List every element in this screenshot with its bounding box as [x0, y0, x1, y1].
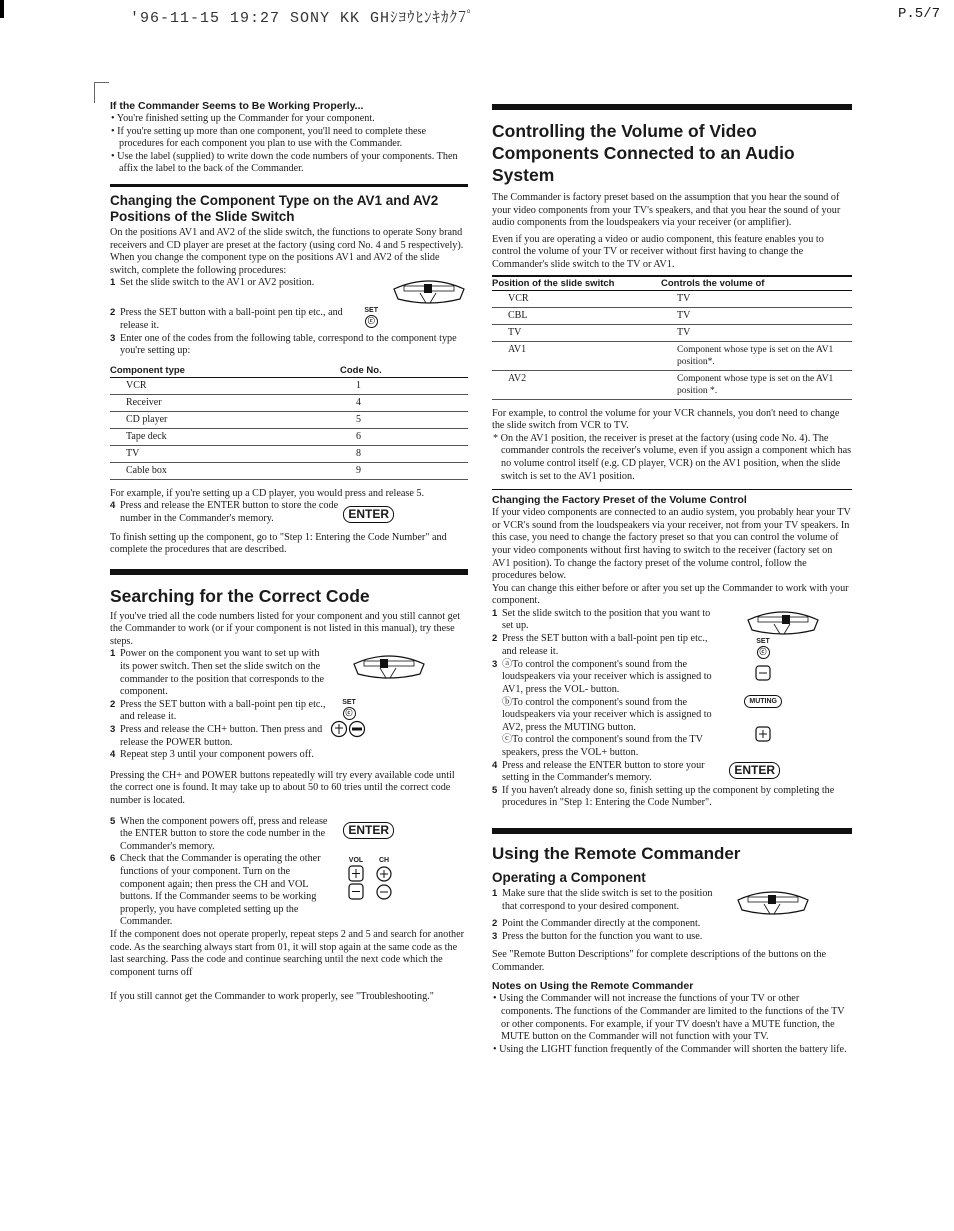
corner-bracket — [94, 82, 109, 103]
enter-button-icon: ENTER — [343, 506, 394, 523]
section-rule — [110, 569, 468, 575]
col-slide-position: Position of the slide switch — [492, 276, 661, 291]
component-code-table — [110, 364, 468, 480]
changing-step-3: 3 Enter one of the codes from the following table, correspond to the component type you're setting up: — [110, 332, 457, 357]
factory-p2: You can change this either before or after you set up the Commander to work with your component. — [492, 582, 849, 607]
changing-step-2: 2 Press the SET button with a ball-point pen tip etc., and release it. — [110, 307, 343, 331]
using-title: Using the Remote Commander — [492, 844, 741, 863]
slide-switch-icon — [744, 608, 822, 638]
table-row: Tape deck 6 — [110, 428, 468, 445]
table-row: TV TV — [492, 324, 852, 341]
vol-button-icon: VOL — [348, 857, 364, 901]
factory-step-3a: ⓐTo control the component's sound from the loudspeakers via your receiver which is assigned to AV1, press the VOL- button. — [502, 658, 712, 696]
page-number: P.5/7 — [897, 6, 940, 22]
searching-step-6: 6 Check that the Commander is operating the other functions of your component. Turn on the component again; then press the CH and VOL buttons. If the Commander seems to be working properly, you have completed setting up the Commander. — [110, 853, 321, 928]
col-code-no: Code No. — [340, 364, 468, 378]
scan-edge-mark — [0, 0, 4, 18]
set-button-icon: SET ⓒ — [364, 307, 378, 328]
volume-note: * On the AV1 position, the receiver is preset at the factory (using code No. 4). The commander controls the receiver's volume, even if you assign a component which has no volume control itself (e.g. CD player, VCR) on the AV1 position, when the slide switch is set to the AV1 position. — [493, 432, 852, 482]
factory-step-3b: ⓑTo control the component's sound from the loudspeakers via your receiver which is assigned to AV2, press the MUTING button. — [502, 696, 712, 733]
using-step-2: 2 Point the Commander directly at the component. — [492, 918, 701, 929]
changing-finish: To finish setting up the component, go to "Step 1: Entering the Code Number" and complete the procedures that are described. — [110, 531, 447, 556]
volume-p2: Even if you are operating a video or audio component, this feature enables you to control the volume of your TV or receiver without first having to change the Commander's slide switch to the TV or AV1. — [492, 233, 824, 270]
searching-step-1: 1 Power on the component you want to set up with its power switch. Then set the slide switch on the commander to the position that corresponds to the component. — [110, 648, 324, 698]
vol-minus-button-icon — [755, 665, 771, 681]
slide-switch-icon — [390, 277, 468, 307]
table-row: Cable box 9 — [110, 462, 468, 479]
using-step-3: 3 Press the button for the function you want to use. — [492, 930, 703, 942]
vol-plus-button-icon — [755, 722, 771, 744]
changing-p2: When you change the component type on the positions AV1 and AV2 of the slide switch, complete the following procedures: — [110, 252, 440, 276]
col-component-type: Component type — [110, 364, 340, 378]
factory-p1: If your video components are connected to an audio system, you probably hear your TV or VCR's sound from the loudspeakers via your receiver, not from your TV speakers. In this case, you need to change the factory preset so that you can control the volume of your video components without first having to switch to the receiver (factory set on AV1 position). To change the factory preset of the volume control, follow the procedures below. — [492, 507, 851, 582]
set-button-icon: SET ⓒ — [756, 638, 770, 659]
factory-step-5: 5 If you haven't already done so, finish setting up the component by completing the procedures in "Step 1: Entering the Code Number". — [492, 784, 835, 809]
factory-step-4: 4 Press and release the ENTER button to store your setting in the Commander's memory. — [492, 759, 705, 784]
changing-example: For example, if you're setting up a CD player, you would press and release 5. — [110, 487, 425, 499]
section-rule — [492, 489, 852, 490]
muting-button-icon: MUTING — [744, 695, 782, 708]
table-row: CBL TV — [492, 307, 852, 324]
changing-p1: On the positions AV1 and AV2 of the slide switch, the functions to operate Sony brand receivers and CD player are preset at the factory (using cord No. 4 and 5 respectively). — [110, 226, 464, 251]
col-controls-volume: Controls the volume of — [661, 276, 852, 291]
trouble-title: If the Commander Seems to Be Working Properly... — [110, 100, 364, 112]
left-column — [110, 100, 468, 1004]
changing-step-4: 4 Press and release the ENTER button to store the code number in the Commander's memory. — [110, 500, 339, 524]
factory-step-3c: ⓒTo control the component's sound from the TV speakers, press the VOL+ button. — [502, 734, 703, 759]
factory-step-3: 3 ⓐTo control the component's sound from the loudspeakers via your receiver which is assigned to AV1, press the VOL- button. ⓑTo control the component's sound from the loudspeakers via your receiver which is assigned to AV2, press the MUTING button. ⓒTo control the component's sound from the TV speakers, press the VOL+ button. — [492, 659, 722, 760]
table-row: Receiver 4 — [110, 394, 468, 411]
slide-switch-icon — [734, 888, 812, 918]
set-button-icon: SET ⓒ — [342, 699, 356, 720]
volume-title: Controlling the Volume of Video Components Connected to an Audio System — [492, 121, 795, 185]
section-rule — [492, 104, 852, 110]
searching-title: Searching for the Correct Code — [110, 585, 370, 606]
factory-title: Changing the Factory Preset of the Volume Control — [492, 494, 747, 507]
searching-para: Pressing the CH+ and POWER buttons repeatedly will try every available code until the correct one is found. It may take up to about 50 to 60 tries until the correct code number is located. — [110, 769, 455, 806]
ch-power-buttons-icon — [330, 720, 368, 738]
factory-step-1: 1 Set the slide switch to the position that you want to set up. — [492, 607, 711, 632]
volume-p1: The Commander is factory preset based on the assumption that you hear the sound of your video components from your TV's speakers, and that you hear the sound of your audio components from the loudspeakers via your receiver (or amplifier). — [492, 192, 841, 229]
searching-step-4: 4 Repeat step 3 until your component powers off. — [110, 749, 314, 761]
table-row: VCR 1 — [110, 377, 468, 394]
using-see: See "Remote Button Descriptions" for complete descriptions of the buttons on the Commander. — [492, 949, 826, 973]
searching-step-3: 3 Press and release the CH+ button. Then press and release the POWER button. — [110, 724, 323, 748]
enter-button-icon: ENTER — [343, 822, 394, 839]
searching-after: If the component does not operate properly, repeat steps 2 and 5 and search for another code. As the searching always start from 01, it will stop again at the same code as the last searching. Pass the code and continue searching until the next code which the component turns off — [110, 928, 465, 978]
table-row: AV1 Component whose type is set on the AV1 position*. — [492, 341, 852, 370]
using-step-1: 1 Make sure that the slide switch is set to the position that correspond to your desired component. — [492, 888, 713, 912]
ch-button-icon: CH — [376, 857, 392, 901]
volume-table — [492, 275, 852, 400]
changing-title: Changing the Component Type on the AV1 and AV2 Positions of the Slide Switch — [110, 192, 439, 224]
trouble-bullet: • If you're setting up more than one component, you'll need to complete these procedures for each component you plan to use with the Commander. — [111, 125, 427, 150]
using-subtitle: Operating a Component — [492, 870, 646, 885]
factory-step-2: 2 Press the SET button with a ball-point pen tip etc., and release it. — [492, 633, 708, 657]
table-row: CD player 5 — [110, 411, 468, 428]
searching-step-2: 2 Press the SET button with a ball-point pen tip etc., and release it. — [110, 698, 326, 723]
volume-example: For example, to control the volume for your VCR channels, you don't need to change the slide switch from VCR to TV. — [492, 407, 840, 432]
enter-button-icon: ENTER — [729, 762, 780, 779]
fax-header: '96-11-15 19:27 SONY KK GHｼﾖｳﾋﾝｷｶｸ7ﾟ — [130, 10, 475, 27]
notes-title: Notes on Using the Remote Commander — [492, 980, 694, 993]
note-item: • Using the Commander will not increase the functions of your TV or other components. The functions of the Commander are limited to the functions of the TV or other components. For example, if your TV doesn't have a MUTE function, the MUTE button on the Commander will not function with your TV. — [493, 993, 845, 1043]
trouble-bullet: • You're finished setting up the Commander for your component. — [111, 113, 375, 124]
section-rule — [110, 184, 468, 187]
searching-step-5: 5 When the component powers off, press and release the ENTER button to store the code number in the Commander's memory. — [110, 815, 328, 852]
changing-step-1: 1 Set the slide switch to the AV1 or AV2 position. — [110, 277, 315, 289]
table-row: VCR TV — [492, 290, 852, 307]
searching-intro: If you've tried all the code numbers listed for your component and you still cannot get the Commander to work (or if your component is not listed in this manual), try these steps. — [110, 610, 461, 647]
slide-switch-icon — [350, 652, 428, 682]
trouble-bullet: • Use the label (supplied) to write down the code numbers of your components. Then affix the label to the back of the Commander. — [111, 150, 458, 175]
section-rule — [492, 828, 852, 834]
note-item: • Using the LIGHT function frequently of the Commander will shorten the battery life. — [493, 1043, 847, 1055]
right-column — [492, 104, 852, 1056]
searching-still: If you still cannot get the Commander to work properly, see "Troubleshooting." — [110, 991, 434, 1003]
table-row: TV 8 — [110, 445, 468, 462]
table-row: AV2 Component whose type is set on the AV1 position *. — [492, 370, 852, 399]
